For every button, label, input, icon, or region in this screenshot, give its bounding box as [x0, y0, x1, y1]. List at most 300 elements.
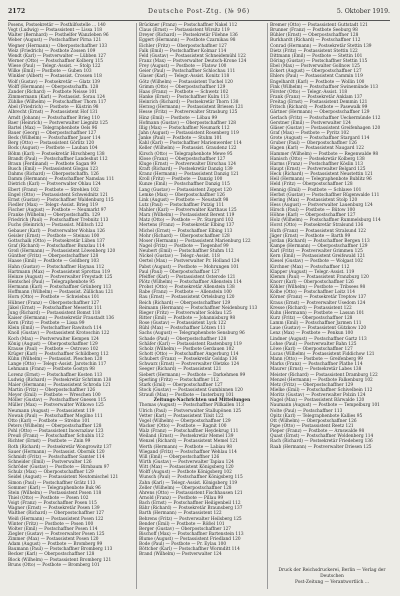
list-entry: Kahl (Karl) — Postschaffner Marienwerder 114: [139, 141, 242, 147]
list-entry: Kranz (Hermann) — Postassistent Danzig 121: [139, 172, 239, 178]
list-entry: Wirth (Gustav) — Postverwalter Tapiau 124: [139, 459, 234, 465]
list-entry: Blume (August) — Postassistent Friedland 120: [139, 537, 241, 543]
page-header: [8, 6, 390, 18]
list-entry: Maier (Hermann) — Postassistent Schroda 121: [8, 382, 111, 388]
list-entry: Jahn (August) — Postassistent Rosenberg 119: [139, 130, 239, 136]
list-entry: Wenzel (Richard) — Postassistent Memel 121: [139, 439, 238, 445]
list-entry: Sommer (Karl) — Telegraphenbote Buk 96: [8, 485, 101, 491]
imprint-line: Druck der Reichsdruckerei, Berlin — Verlag der Deutschen: [278, 568, 386, 579]
list-entry: Arnold (Franz) — Postbote — Pillau 99: [139, 495, 224, 501]
list-entry: Illig (Max) — Postschaffner Neumark 112: [139, 125, 230, 131]
list-entry: Pohl (Otto) — Postassistent Inowrazlaw 123: [8, 429, 104, 435]
list-entry: Hesse (Fritz) — Postverwalter Strasburg 125: [139, 110, 238, 116]
list-entry: Hanisch (Otto) — Postsekretär Kolberg 138: [270, 156, 365, 162]
list-entry: Kiesel (Gustav) — Postbote — Wolgast 102: [270, 259, 363, 265]
list-entry: Harms (Franz) — Postschaffner Köslin 113: [270, 161, 363, 167]
list-entry: Schade (Paul) — Oberpostschaffner 128: [139, 336, 227, 342]
list-entry: Dietz (Fritz) — Postassistent Stettin 122: [270, 48, 358, 54]
list-entry: Schröder (Gustav) — Postbote — Birnbaum 97: [8, 465, 110, 471]
list-entry: Menzel (Hermann) — Postbote Falkenburg 102: [270, 377, 373, 383]
list-entry: Kunze (Emil) — Postschaffner Danzig 115: [139, 182, 230, 188]
list-entry: Plötz (Wilhelm) — Postschaffner Allenstein 114: [139, 280, 242, 286]
list-entry: Meister (Richard) — Postassistent Dramburg 122: [270, 372, 378, 378]
list-entry: Keller (Wilhelm) — Postassist. Graudenz 122: [139, 146, 237, 152]
list-entry: Rach (Richard) — Postsekretär Friedeberg 136: [270, 439, 373, 445]
text-column-2: [139, 23, 265, 591]
page-number: 2172: [8, 8, 26, 15]
list-entry: König (August) — Oberpostschaffner 129: [8, 341, 98, 347]
list-entry: Geisler (Ernst) — Postbote — Steinau 100: [8, 233, 100, 239]
list-entry: Zimmermann (Karl) — Postassist. Sorau 124: [8, 94, 105, 100]
journal-name: Deutsche Post-Ztg.: [148, 8, 222, 15]
list-entry: Wolff (Hermann) — Oberpostschaffn. 128: [8, 84, 99, 90]
list-entry: Berger (Gustav) — Oberpostschaffner 127: [139, 526, 232, 532]
list-entry: Groß (Hermann) — Postassistent Löwenberg 120: [8, 249, 116, 255]
list-entry: Bender (Emil) — Postbote — Rößel 101: [139, 521, 225, 527]
list-entry: Kroll (Fritz) — Postbote — Danzig 100: [139, 177, 223, 183]
list-entry: Dreyer (Richard) — Postsekretär Filehne 136: [139, 33, 238, 39]
list-entry: Grote (August) — Postschaffner Stargard 114: [270, 136, 370, 142]
list-entry: Fritsch (Richard) — Postbote — Pasewalk 99: [270, 105, 368, 111]
list-entry: Bremer (Otto) — Postassistent Guttstadt 121: [270, 23, 368, 28]
list-entry: Müller (Max) — Postverwalter Witkowo 125: [8, 403, 104, 409]
list-entry: Haas (Franz) — Postbote — Schwetz 102: [139, 89, 229, 95]
list-entry: Neumann (August) — Postassistent 119: [8, 408, 95, 414]
section-heading: Zeitungs-Nachrichten und Mitteilungen: [153, 398, 251, 404]
list-entry: Conrad (Hermann) — Postsekretär Stettin 139: [270, 43, 372, 49]
list-entry: Hoffmann (Wilhelm) — Postassist. Züllichau 121: [8, 290, 114, 296]
list-entry: Heil (Hermann) — Telegraphenbote Bublitz 96: [270, 177, 372, 183]
list-entry: Bähr (Richard) — Postsekretär Braunsberg 137: [139, 506, 243, 512]
list-entry: Hermann (Karl) — Postschaffner Grünberg 113: [8, 285, 112, 291]
list-entry: Quast (Ernst) — Postschaffner Woldenberg 114: [270, 434, 374, 440]
list-entry: Brunner (Franz) — Postbote Seeburg 98: [270, 28, 358, 34]
list-entry: Barth (Hermann) — Postassistent 122: [139, 511, 222, 517]
list-entry: Beck (Wilhelm) — Postschaffner Jauer 114: [8, 136, 101, 142]
list-entry: Lange (Otto) — Telegr.-Assist. Jarotschin 117: [8, 362, 107, 368]
list-entry: Eichler (Fritz) — Oberpostschaffner 127: [139, 43, 227, 49]
list-entry: Falk (Emil) — Postschaffner Kolmar 114: [139, 48, 227, 54]
list-entry: Vetter (Karl) — Postassistent Tilsit 122: [139, 413, 224, 419]
list-entry: Klemm (Paul) — Postassistent Franzburg 120: [270, 274, 369, 280]
list-entry: Gruber (Paul) — Oberpostschaffner 126: [270, 141, 357, 147]
list-entry: Naumann (August) — Postbote — Tempelburg 101: [270, 403, 380, 409]
list-entry: Schneider (Emil) — Postverwalter 126: [8, 459, 92, 465]
list-entry: Graf (Max) — Postbote — Pyritz 102: [270, 130, 349, 136]
list-entry: Horst (Otto) — Postsekretär Stralsund 136: [270, 223, 364, 229]
list-entry: Opitz (Karl) — Telegraphenbote Kallies 95: [270, 413, 363, 419]
list-entry: Behrens (Fritz) — Postverwalter Heilsberg 125: [139, 516, 242, 522]
column-divider: [267, 23, 268, 589]
list-entry: Pieper (Franz) — Postbote — Arnswalde 98: [270, 429, 365, 435]
journal-title: [8, 6, 390, 18]
list-entry: Werth (Hermann) — Postbote — Labiau 98: [139, 444, 232, 450]
list-entry: Janke (Paul) — Postbote — Stuhm 101: [139, 136, 223, 142]
list-entry: Rieger (Fritz) — Postverwalter Soldau 125: [139, 310, 232, 316]
list-entry: Rose (Gustav) — Postassistent Lyck 122: [139, 321, 227, 327]
list-entry: Wolff (August) — Postbote Königsberg 102: [139, 470, 232, 476]
text-column-3: [270, 23, 396, 450]
list-entry: Gerlach (Fritz) — Postschaffner Ueckermünde 112: [270, 115, 381, 121]
list-entry: Frey (August) — Postbote — Flatow 100: [139, 64, 227, 70]
list-entry: Nolte (Paul) — Postschaffner 113: [270, 408, 343, 414]
list-entry: Marx (Wilhelm) — Postassistent Berent 119: [139, 213, 235, 219]
list-entry: Maurer (Ernst) — Postsekretär Labes 138: [270, 367, 362, 373]
list-entry: Fiedler (Max) — Telegr.-Assist. Brieg 119: [8, 202, 98, 208]
list-entry: Heinze (August) — Postverwalter Freystadt 125: [8, 274, 113, 280]
list-entry: Kampe (Hermann) — Oberpostschaffner 129: [270, 244, 368, 250]
list-entry: Grimm (Otto) — Oberpostschaffner 129: [139, 84, 226, 90]
list-entry: Thiel (Otto) — Postbote — Posen 102: [8, 495, 89, 501]
list-entry: Kuhn (Hermann) — Postbote — Lassan 101: [270, 310, 365, 316]
list-entry: Ernst (Gustav) — Postschaffner Waldenburg 115: [8, 197, 114, 203]
list-entry: Haupt (Ernst) — Postverwalter Belgard 125: [270, 166, 366, 172]
list-entry: Ritter (Emil) — Postbote — Johannisburg 98: [139, 316, 236, 322]
list-entry: Förster (Otto) — Telegr.-Assist. 118: [270, 89, 348, 95]
list-entry: Hess (August) — Postverwalter Lauenburg 124: [270, 202, 373, 208]
list-entry: Wendt (Karl) — Postverwalter — Lübben 127: [8, 53, 107, 59]
list-entry: Nickel (Gustav) — Telegr.-Assist. 118: [139, 254, 220, 260]
list-entry: Huth (Franz) — Postassistent Stralsund 122: [270, 228, 367, 234]
list-entry: Wilke (Emil) — Postbote — Guben 103: [8, 69, 92, 75]
list-entry: Bischoff (Max) — Postschaffner Bartenstein 113: [139, 531, 244, 537]
list-entry: Kolbe (Otto) — Postschaffner Loitz 114: [270, 290, 355, 296]
list-entry: Pfeiffer (Karl) — Postassistent Osterode 121: [139, 274, 236, 280]
list-entry: Mohr (Richard) — Oberpostschaffner 128: [139, 233, 230, 239]
list-entry: Hinz (Emil) — Postbote — Löbau 99: [139, 115, 218, 121]
list-entry: Ott (Wilhelm) — Oberpostschaffner 126: [270, 418, 357, 424]
list-entry: Scholz (Wilhelm) — Postbote Gerdauen 102: [139, 346, 235, 352]
list-entry: Bach (Ernst) — Postschaffner Heiligenbeil 112: [139, 501, 241, 507]
list-entry: Gebauer (Karl) — Postverwalter Wohlau 126: [8, 228, 105, 234]
list-entry: Herbst (Gustav) — Postschaffner Rügenwalde 111: [270, 192, 380, 198]
list-entry: Lenz (Max) — Postbote — Penkun 100: [270, 331, 354, 337]
list-entry: Eggert (Hermann) — Postbote Czarnikau 98: [139, 38, 236, 44]
list-entry: Kraft (Richard) — Postsekretär Danzig 139: [139, 166, 233, 172]
list-entry: Link (August) — Postbote — Neustadt 98: [139, 197, 229, 203]
list-entry: Claus (Ernst) — Postassistent Wirsitz 119: [139, 28, 230, 34]
list-entry: Reich (Richard) — Oberpostschaffner 129: [139, 300, 231, 306]
list-entry: Pabst (August) — Postbote — Mohrungen 101: [139, 264, 239, 270]
issue-date: 5. Oktober 1919.: [336, 8, 390, 15]
list-entry: Zimmer (Max) — Postassistent Posen 120: [8, 537, 99, 543]
list-entry: Metz (Fritz) — Oberpostschaffner 129: [270, 382, 354, 388]
list-entry: Probst (Otto) — Postsekretär Allenstein 138: [139, 285, 235, 291]
list-entry: Posens, Postsekretär — Posthilfsstelle ... 140: [8, 23, 106, 28]
list-entry: Lohse (Paul) — Postverwalter Bahn 125: [270, 341, 357, 347]
list-entry: Winter (Fritz) — Postbote — Posen 100: [8, 521, 94, 527]
list-entry: Klein (Emil) — Postschaffner Rawitsch 114: [8, 326, 102, 332]
list-entry: Günther (Fritz) — Oberpostschaffner 128: [8, 254, 99, 260]
list-entry: Jäger (Ernst) — Postbote — Barth 99: [270, 233, 351, 239]
list-entry: Mahler (Karl) — Postverwalter Karthaus 125: [139, 208, 237, 214]
list-entry: Vogel (Wilhelm) — Oberpostschaffner 129: [139, 418, 231, 424]
list-entry: Lamm (Emil) — Postschaffner Jarmen 111: [270, 321, 362, 327]
list-entry: Wegner (Hermann) — Oberpostschaffner 133: [8, 43, 108, 49]
list-entry: Sauer (Hermann) — Postassist. Obornik 120: [8, 449, 105, 455]
column-divider: [136, 23, 137, 589]
list-entry: Walther (Richard) — Oberpostschaffner 127: [8, 511, 105, 517]
list-entry: Ahrens (Otto) — Postassistent Fischhausen 121: [139, 490, 243, 496]
list-entry: Jordan (Richard) — Postschaffner Bergen 113: [270, 238, 370, 244]
list-entry: Zühlke (Wilhelm) — Postschaffner Thorn 117: [8, 100, 107, 106]
list-entry: Fischer (August) — Postbote — Neumarkt 97: [8, 208, 107, 214]
list-entry: Weber (August) — Postschaffner Pirna 121: [8, 38, 102, 44]
list-entry: Vogt (Ludwig) — Postassistent — Lissa 118: [8, 28, 103, 34]
list-entry: Frank (Franz) — Postsekretär Anklam 137: [270, 94, 363, 100]
list-entry: Feld (Gustav) — Postassistent Schneidemühl 122: [139, 53, 246, 59]
list-entry: Heinrich (Richard) — Postsekretär Thorn 138: [139, 100, 239, 106]
list-entry: Rühl (Max) — Postschaffner Lötzen 111: [139, 326, 226, 332]
list-entry: Schwarz (Ernst) — Postverwalter Oletzko 124: [139, 362, 240, 368]
list-entry: Haase (Emil) — Postbote — Goldberg 103: [8, 259, 100, 265]
list-entry: Engelhardt (Karl) — Postbote — Wollin 100: [270, 79, 365, 85]
list-entry: Geier (Paul) — Postschaffner Schlochau 111: [139, 69, 236, 75]
list-entry: Pape (Otto) — Postassistent Reetz 121: [270, 423, 354, 429]
list-entry: Böhm (Karl) — Postsekretär Hirschberg 138: [8, 151, 105, 157]
list-entry: Bartel (Max) — Telegraphenbote Oels 96: [8, 125, 98, 131]
list-entry: Kirsch (Otto) — Telegraphenbote Mewe 95: [139, 151, 233, 157]
list-entry: Möller (Gustav) — Postschaffner Gnesen 115: [8, 398, 106, 404]
list-entry: Hahn (Gustav) — Postschaffner Haynau 112: [8, 264, 105, 270]
list-entry: Hübner (Franz) — Oberpostschaffner 127: [8, 300, 100, 306]
list-entry: Gärtner (Hermann) — Oberpostschaffner 129: [270, 110, 370, 116]
list-entry: Arndt (Johann) — Postschaffner Brieg 110: [8, 115, 100, 121]
list-entry: Moser (Hermann) — Postassistent Marienburg 122: [139, 238, 251, 244]
list-entry: Werner (Otto) — Postschaffner Kolberg 115: [8, 58, 104, 64]
list-entry: Sperling (Fritz) — Postschaffner 112: [139, 377, 219, 383]
list-entry: Roth (Richard) — Postsekretär Wongrowitz 137: [8, 444, 112, 450]
list-entry: Böttcher (Karl) — Postschaffner Wormditt 114: [139, 547, 240, 553]
list-entry: Martin (Fritz) — Oberpostschaffner 126: [8, 387, 96, 393]
list-entry: Held (Fritz) — Oberpostschaffner 128: [270, 182, 353, 188]
list-entry: Busch (Emil) — Postassistent Glogau 123: [8, 166, 98, 172]
list-entry: Albrecht (Ernst) — Postassistent Hof 131: [8, 110, 98, 116]
list-entry: Ebel (Max) — Postverwalter Gollnow 125: [270, 64, 360, 70]
list-entry: Götz (Wilhelm) — Postassistent Tuchel 120: [139, 79, 233, 85]
list-entry: Dietrich (Karl) — Postverwalter Ohlau 124: [8, 182, 101, 188]
list-entry: Heck (Richard) — Postassistent Neustettin 121: [270, 172, 373, 178]
imprint-line: Post-Zeitung — Verantwortlich ...: [294, 580, 369, 585]
list-entry: Wunsch (Paul) — Postschaffner Königsberg 115: [139, 475, 243, 481]
list-entry: Braun (Ferdinand) — Postbote Sagan 99: [8, 161, 96, 167]
list-entry: Körner (Franz) — Postsekretär Treptow 137: [270, 295, 367, 301]
list-entry: Hanke (Ernst) — Postschaffner Kulm 113: [139, 94, 229, 100]
list-entry: Hentschel (Paul) — Telegraphenbote 95: [8, 280, 95, 286]
list-entry: Kluge (Ernst) — Postverwalter Dirschau 124: [139, 161, 236, 167]
list-entry: Lindner (August) — Postschaffner Gartz 113: [270, 336, 367, 342]
list-entry: Wacker (Otto) — Postbote — Ragnit 100: [139, 423, 227, 429]
list-entry: Kaiser (Hermann) — Postsekretär Fraustadt 136: [8, 316, 115, 322]
list-entry: Simon (Paul) — Postschaffner Grätz 113: [8, 480, 96, 486]
list-entry: Kresse (Richard) — Postassistent 122: [270, 305, 352, 311]
list-entry: Matz (Otto) — Postbote — Pr. Stargard 102: [139, 218, 234, 224]
text-column-1: [8, 23, 134, 591]
list-entry: Rabe (Franz) — Postbote — Allenstein 100: [139, 290, 232, 296]
list-entry: Walz (Franz) — Postschaffner Heydekrug 111: [139, 429, 239, 435]
list-entry: Zeller (Wilhelm) — Oberpostschaffner 128: [139, 485, 232, 491]
list-entry: Jäkel (Ernst) — Postschaffner Meseritz 111: [8, 305, 103, 311]
list-entry: Franke (Wilhelm) — Oberpostschaffn. 129: [8, 213, 100, 219]
list-entry: Graf (Richard) — Postschaffner Bunzlau 114: [8, 244, 105, 250]
header-rule: [8, 20, 390, 21]
list-entry: Ulrich (Paul) — Postverwalter Stallupönen 125: [139, 408, 242, 414]
list-entry: Voigt (Franz) — Postschaffner Posen 115: [8, 501, 97, 507]
list-entry: Witt (Max) — Postassistent Königsberg 120: [139, 465, 234, 471]
list-entry: Thomas (August) — Postschaffner Pillkallen 113: [139, 403, 244, 409]
list-entry: Horn (Otto) — Postbote — Schwiebus 101: [8, 295, 100, 301]
list-entry: Oertel (Max) — Postverwalter Pr. Holland 124: [139, 259, 240, 265]
list-entry: Schulz (Max) — Oberpostschaffner 129: [8, 470, 94, 476]
list-entry: Siebert (Hermann) — Postbote — Darkehmen 99: [139, 372, 246, 378]
list-entry: Damm (Hermann) — Postschaffner Namslau 111: [8, 177, 115, 183]
list-entry: Höhne (Karl) — Oberpostschaffner 127: [270, 213, 356, 219]
list-entry: Otto (Karl) — Postbote — Strelno 101: [8, 418, 90, 424]
list-entry: Köhler (Wilhelm) — Postbote — Tribsees 98: [270, 285, 366, 291]
list-entry: Lucas (Wilhelm) — Postassistent Fiddichow 121: [270, 352, 375, 357]
list-entry: Stock (Gustav) — Postassistent Gumbinnen 120: [139, 387, 243, 393]
list-entry: Franz (Max) — Postverwalter Deutsch-Krone 124: [139, 58, 247, 64]
list-entry: Kühn (Wilhelm) — Postassist. Pleschen 120: [8, 357, 103, 363]
list-entry: Preuß (Franz) — Postschaffner Schubin 112: [8, 434, 104, 440]
list-entry: Bühler (Ernst) — Oberpostschaffner 128: [270, 33, 359, 39]
list-entry: Löwe (Karl) — Oberpostschaffner 127: [270, 346, 353, 352]
list-entry: Wolter (Emil) — Postschaffner Posen 114: [8, 526, 98, 532]
list-entry: Döring (Gustav) — Postschaffner Stettin 115: [270, 58, 368, 64]
list-entry: Paul (Paul) — Oberpostschaffner 127: [139, 269, 220, 275]
list-entry: Stark (Emil) — Oberpostschaffner 127: [139, 382, 223, 388]
list-entry: Koch (Max) — Postverwalter Kempen 124: [8, 336, 99, 342]
list-entry: Gerstner (Emil) — Postverwalter 124: [270, 120, 351, 126]
list-entry: Bauer (Georg) — Oberpostschaffner 127: [8, 130, 97, 136]
list-entry: Strauß (Max) — Postbote — Insterburg 101: [139, 393, 234, 399]
list-entry: Klose (Franz) — Oberpostschaffner 127: [139, 156, 226, 162]
list-entry: Nagel (Fritz) — Postbote — Tiegenhof 99: [139, 244, 229, 250]
list-entry: Becker (Karl) — Oberpostschaffner 128: [8, 552, 95, 558]
list-entry: Klapper (August) — Telegr.-Assist. 119: [270, 269, 355, 275]
list-entry: Kern (Emil) — Postassistent Greifswald 121: [270, 254, 366, 260]
list-entry: Lehmann (Franz) — Postbote Gostyn 98: [8, 367, 95, 373]
issue-number: (№ 96): [224, 8, 250, 15]
list-entry: Hofmann (Gustav) — Oberpostschaffner 128: [139, 120, 237, 126]
list-entry: Ebert (Franz) — Postbote — Strehlen 102: [8, 187, 99, 193]
list-entry: Burkhardt (Richard) — Postschaffner 112: [270, 38, 361, 44]
list-entry: Kirchner (Max) — Postschaffner 112: [270, 264, 350, 270]
list-entry: Kern (Fritz) — Postbote — Lissa 99: [8, 321, 85, 327]
list-entry: Hartmann (Max) — Postassistent Sprottau 119: [8, 269, 110, 275]
list-entry: Zander (Richard) — Postbote Neisse 101: [8, 89, 97, 95]
list-entry: Fuchs (Heinrich) — Postassist. Militsch 122: [8, 223, 104, 229]
list-entry: Walter (Bernhard) — Posthelfer Wanzleben 96: [8, 33, 109, 39]
list-entry: Hennig (Emil) — Postbote — Schlawe 101: [270, 187, 362, 193]
list-entry: Ludwig (Richard) — Postsekretär Schrimm 138: [8, 377, 112, 383]
list-entry: Krüger (Karl) — Postschaffner Schildberg 112: [8, 352, 109, 357]
list-entry: Richter (Ernst) — Postbote — Znin 99: [8, 439, 91, 445]
list-entry: Ehlers (Paul) — Postassistent Cammin 119: [270, 74, 363, 80]
list-entry: Raab (Hermann) — Postverwalter Driesen 125: [270, 444, 372, 450]
imprint: [270, 568, 394, 586]
list-entry: Brückner (Franz) — Postschaffner Nakel 112: [139, 23, 238, 28]
list-entry: Stein (Wilhelm) — Postassistent Posen 118: [8, 490, 102, 496]
list-entry: Sachs (August) — Telegraphenbote Sensburg 96: [139, 331, 245, 337]
list-entry: Welz (Friedrich) — Postbote Zossen 109: [8, 48, 96, 54]
list-entry: Lemke (Max) — Oberpostschaffner 126: [139, 192, 225, 198]
list-entry: Weiland (Ernst) — Postsekretär Memel 139: [139, 434, 234, 440]
list-entry: Winkler (Albert) — Postassist. Crossen 118: [8, 74, 102, 80]
list-entry: Seeger (Richard) — Postassistent 121: [139, 367, 222, 373]
list-entry: Zahn (Karl) — Telegr.-Assist. Königsberg 119: [139, 480, 238, 486]
list-entry: Kraus (Ernst) — Postverwalter Usedom 124: [270, 300, 366, 306]
list-entry: Adam (August) — Postbote — Bromberg 99: [8, 542, 103, 548]
list-entry: Moritz (Gustav) — Postverwalter Polzin 124: [270, 393, 366, 399]
list-entry: Peters (Wilhelm) — Oberpostschaffner 128: [8, 423, 102, 429]
list-entry: Michel (Ernst) — Postschaffner Elbing 113: [139, 228, 233, 234]
list-entry: Holz (Wilhelm) — Postschaffner Rummelsburg 114: [270, 218, 381, 224]
list-entry: Hering (Max) — Postassistent Stolp 120: [270, 197, 358, 203]
list-entry: Meyer (Emil) — Postbote — Wreschen 100: [8, 393, 101, 399]
list-entry: Berg (Otto) — Postassistent Görlitz 120: [8, 141, 95, 147]
list-entry: Hagen (Karl) — Postassistent Naugard 122: [270, 146, 365, 152]
list-entry: Bode (Paul) — Postbote — Pr. Eylau 100: [139, 542, 227, 548]
list-entry: Schäfer (Karl) — Postassistent Rastenburg 119: [139, 341, 242, 347]
list-entry: Wolf (Gustav) — Postsekretär — Glatz 139: [8, 79, 101, 85]
list-entry: Marks (Franz) — Postschaffner Plathe 114: [270, 362, 363, 368]
list-entry: Brand (Wilhelm) — Postverwalter 124: [139, 552, 222, 558]
list-entry: Fink (Wilhelm) — Postschaffner Swinemünde 113: [270, 84, 379, 90]
list-entry: Gläser (Gustav) — Postassistent Greifenhagen 120: [270, 125, 381, 131]
list-entry: Nagel (Max) — Postassistent Bärwalde 120: [270, 398, 365, 404]
list-entry: Nowak (Paul) — Postschaffner Mogilno 111: [8, 413, 103, 419]
list-entry: Schott (Otto) — Postschaffner Angerburg 114: [139, 352, 239, 357]
list-entry: Jung (Richard) — Postassistent Bomst 118: [8, 310, 101, 316]
list-entry: Hammer (Wilhelm) — Postbote — Regenwalde 98: [270, 151, 379, 157]
list-entry: Knorr (Karl) — Oberpostschaffner 126: [270, 280, 354, 286]
list-entry: Freitag (Ernst) — Postassistent Demmin 121: [270, 100, 368, 106]
list-entry: Krause (Paul) — Postbote — Ostrowo 102: [8, 346, 99, 352]
list-entry: Herzog (Hermann) — Postassistent Briesen 121: [139, 105, 244, 111]
list-entry: Karl (Fritz) — Postverwalter Grimmen 125: [270, 249, 363, 255]
list-entry: Neubert (Emil) — Postschaffner Stuhm 112: [139, 249, 234, 255]
list-entry: Dittmann (Emil) — Postbote — Stettin 101: [270, 53, 363, 59]
list-entry: Baumann (Paul) — Postschaffner Bromberg 113: [8, 547, 113, 553]
list-entry: Gottschalk (Otto) — Postsekretär Lüben 137: [8, 238, 105, 244]
list-entry: Laue (Gustav) — Postassistent Gützkow 120: [270, 326, 367, 332]
list-entry: Brandt (Paul) — Postschaffner Landeshut 112: [8, 156, 108, 162]
list-entry: Rau (Ernst) — Postassistent Ortelsburg 120: [139, 295, 235, 301]
list-entry: Seidel (August) — Postassistent Neutomischel 121: [8, 475, 119, 481]
list-entry: Dahms (Richard) — Oberpostschaffn. 126: [8, 172, 99, 178]
list-entry: Mielke (Emil) — Postschaffner Schivelbein 112: [270, 387, 373, 393]
list-entry: Lorenz (Ernst) — Postschaffner Kosten 113: [8, 372, 103, 378]
list-entry: Glaser (Karl) — Telegr.-Assist. Konitz 118: [139, 74, 230, 80]
list-entry: Wagner (Ernst) — Postsekretär Posen 139: [8, 506, 100, 512]
list-entry: Eckert (August) — Oberpostschaffner 127: [270, 69, 362, 75]
list-entry: Bock (August) — Postbote — Lauban 104: [8, 146, 98, 152]
list-entry: Mertens (Franz) — Postsekretär Elbing 137: [139, 223, 235, 229]
list-entry: Weiß (Hermann) — Postassistent Posen 122: [8, 516, 104, 522]
list-entry: Abel (Friedrich) — Postbote — Küstrin 98: [8, 105, 99, 111]
list-entry: Schmidt (Fritz) — Postschaffner Samter 114: [8, 454, 105, 460]
list-entry: Bruns (Otto) — Postbote — Bromberg 101: [8, 562, 100, 568]
list-entry: Friedrich (Paul) — Postschaffner Trebnitz 113: [8, 218, 109, 224]
list-entry: Lutz (Paul) — Postschaffner Putzig 111: [139, 202, 225, 208]
list-entry: Will (Emil) — Oberpostschaffner 126: [139, 454, 220, 460]
list-entry: Reimann (Hermann) — Postschaffner Neidenburg 113: [139, 305, 258, 311]
list-entry: Wiese (Paul) — Telegr.-Assist. — Stolp 122: [8, 64, 101, 70]
list-entry: Lang (Gustav) — Postassistent Zoppot 120: [139, 187, 232, 193]
list-entry: Mann (Otto) — Postbote — Greifenberg 99: [270, 357, 363, 363]
list-entry: Block (Wilhelm) — Postassistent Bromberg 121: [8, 557, 112, 563]
